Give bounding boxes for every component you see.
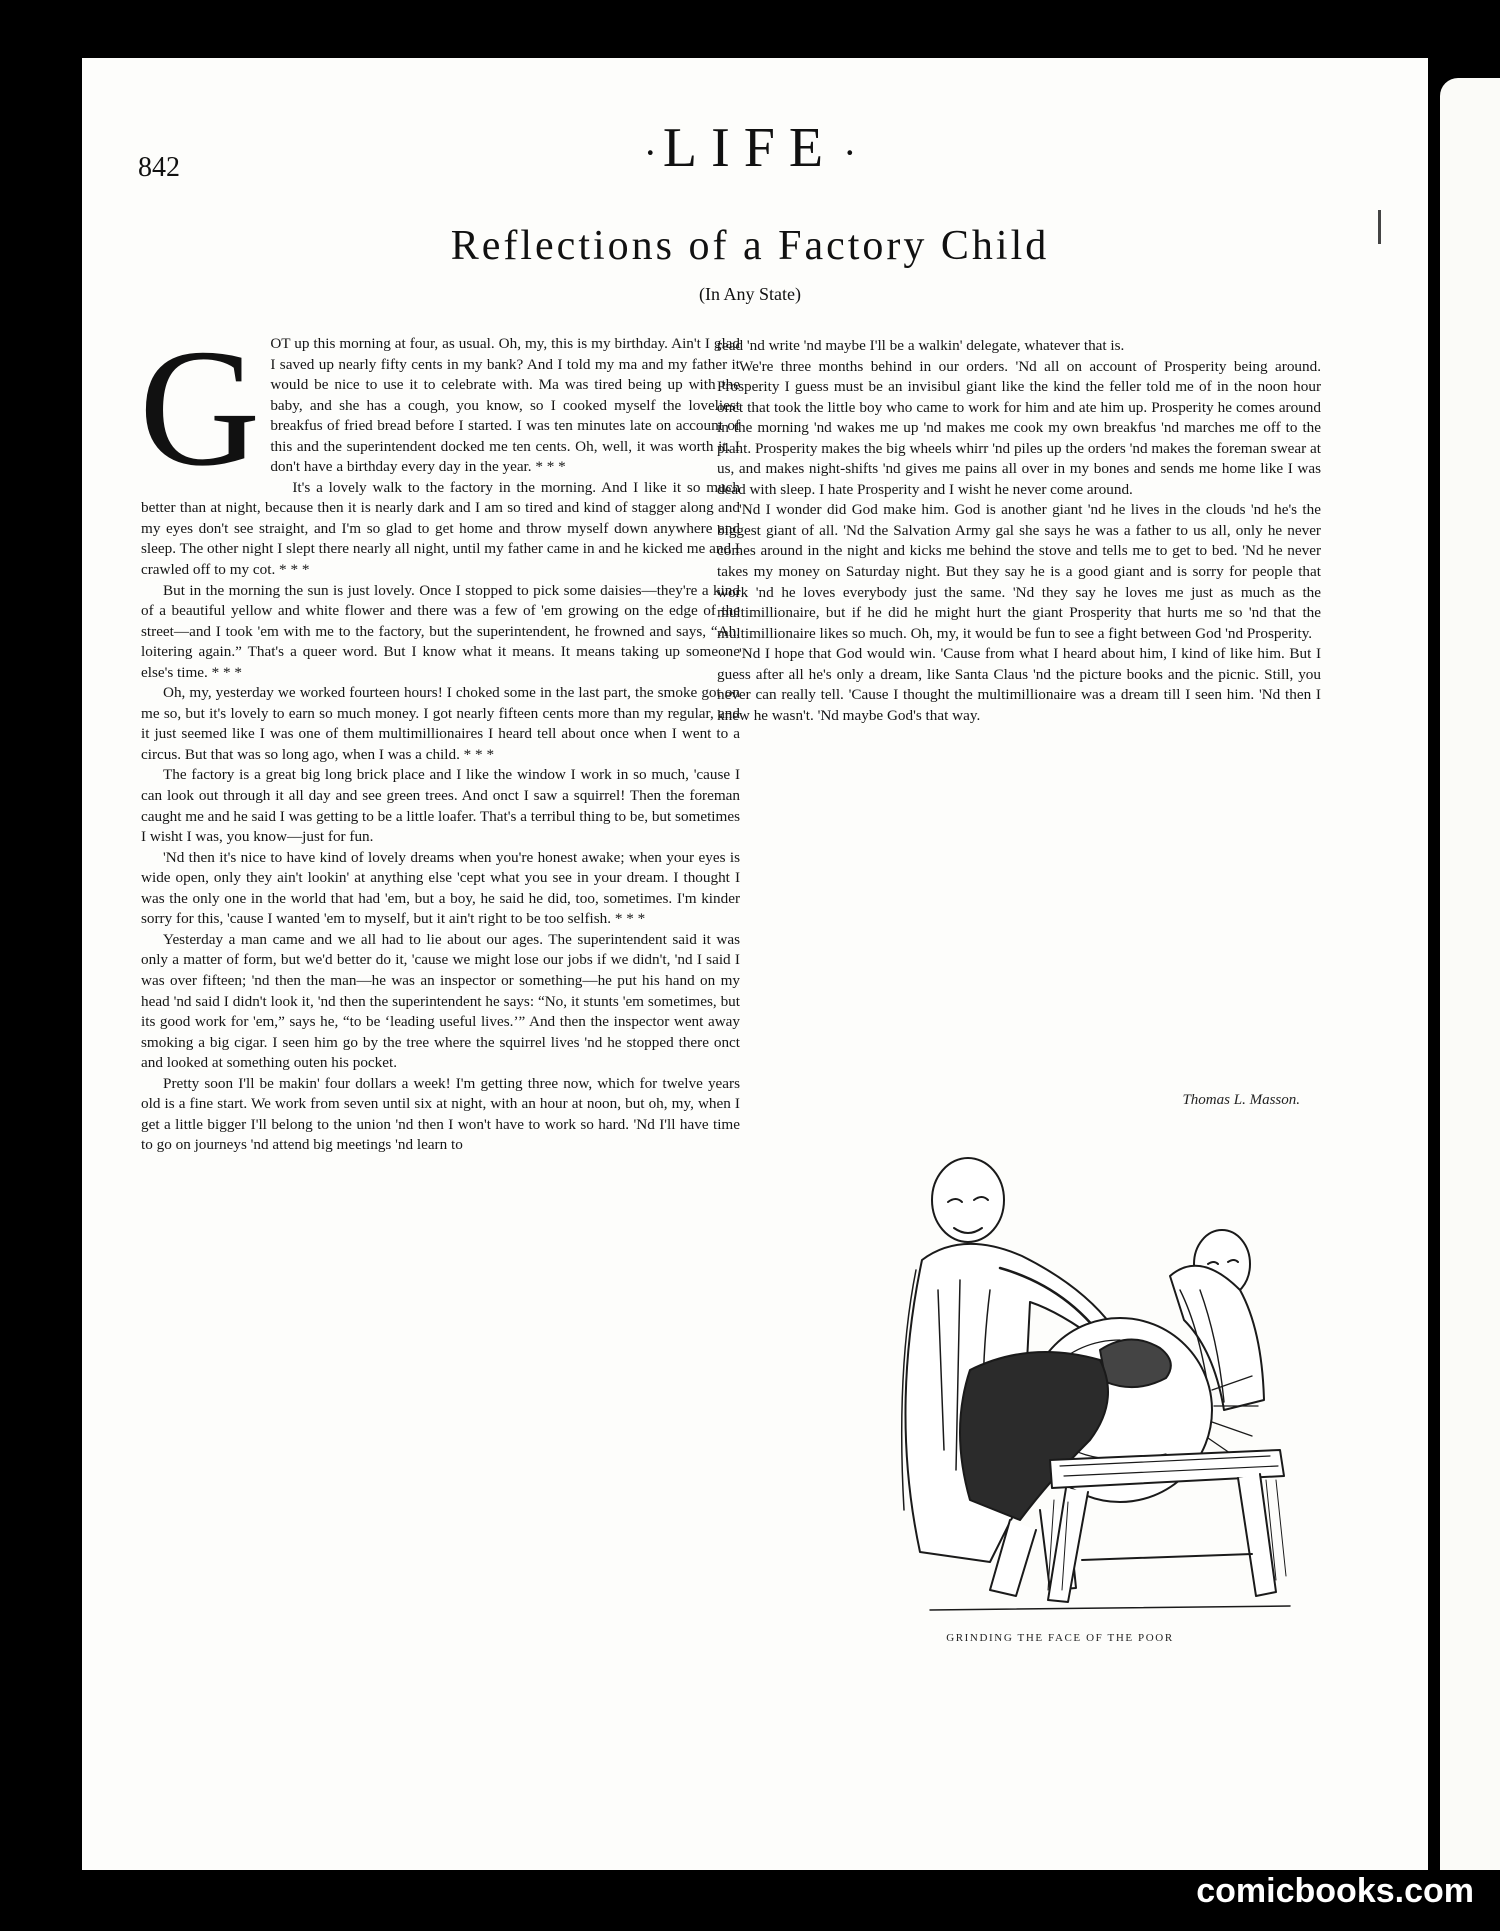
illustration-caption: GRINDING THE FACE OF THE POOR [946, 1632, 1174, 1644]
article-paragraph: The factory is a great big long brick place and I like the window I work in so much, 'cause I can look out through it all day and see green trees. And onct I saw a squirrel! Then the foreman caught me and he said I was getting to be a little loafer. That's a terribul thing to be, but sometimes I wisht I was, you know—just for fun. [141, 766, 740, 846]
article-subtitle: (In Any State) [699, 284, 801, 304]
adjacent-page-edge [1440, 78, 1500, 1870]
article-paragraph: It's a lovely walk to the factory in the morning. And I like it so much better than at night, because then it is nearly dark and I am so tired and kind of stagger along and my eyes don't see straight, and I'm so glad to get home and throw myself down anywhere and sleep. The other night I slept there nearly all night, until my father came in and he kicked me and I crawled off to my cot. * * * [141, 478, 740, 579]
masthead-title: LIFE [662, 117, 838, 179]
article-paragraph: But in the morning the sun is just lovely. Once I stopped to pick some daisies—they're a kind of a beautiful yellow and white flower and there was a few of 'em growing on the edge of the street—and I took 'em with me to the factory, but the superintendent, he frowned and says, “Ah, loitering again.” That's a queer word. But I know what it means. It means taking up someone else's time. * * * [141, 581, 740, 681]
article-paragraph: Pretty soon I'll be makin' four dollars a week! I'm getting three now, which for twelve years old is a fine start. We work from seven until six at night, with an hour at noon, but oh, my, when I get a little bigger I'll belong to the union 'nd then I won't have to work so hard. 'Nd I'll have time to go on journeys 'nd attend big meetings 'nd learn to [141, 1074, 740, 1154]
article-paragraph: Oh, my, yesterday we worked fourteen hours! I choked some in the last part, the smoke got on me so, but it's lovely to earn so much money. I got nearly fifteen cents more than my regular, and it just seemed like I was one of them multimillionaires I heard tell about once when I went to a circus. But that was so long ago, when I was a child. * * * [141, 684, 740, 763]
trough-legs [1048, 1474, 1276, 1602]
masthead-dot-left: · [643, 130, 657, 176]
article-column-left [139, 315, 740, 1156]
standing-man-head [932, 1158, 1004, 1242]
masthead [0, 117, 1500, 179]
article-paragraph: OT up this morning at four, as usual. Oh, my, this is my birthday. Ain't I glad I saved up nearly fifty cents in my bank? And I told my ma and my father it would be nice to use it to celebrate with. Ma was tired being up with the baby, and she has a cough, you know, so I cooked myself the loveliest breakfus of fried bread before I started. I was ten minutes late on account of this and the superintendent docked me ten cents. Oh, well, it was worth it. I don't have a birthday every day in the year. * * * [270, 335, 740, 476]
watermark: comicbooks.com [1196, 1872, 1474, 1910]
page-number: 842 [138, 152, 180, 183]
article-paragraph: 'Nd I wonder did God make him. God is another giant 'nd he lives in the clouds 'nd he's the biggest giant of all. 'Nd the Salvation Army gal she says he was a father to us all, only he never comes around in the night and kicks me behind the stove and tells me to get to bed. 'Nd he never takes my money on Saturday night. But they say he is a good giant and is sorry for people that work 'nd he loves everybody just the same. 'Nd they say he loves me just as much as the multimillionaire, but if he did he might hurt the giant Prosperity that hurts me so 'nd that the multimillionaire likes so much. Oh, my, it would be fun to see a fight between God 'nd Prosperity. [717, 501, 1321, 642]
article-paragraph: 'Nd I hope that God would win. 'Cause from what I heard about him, I kind of like him. But I guess after all he's only a dream, like Santa Claus 'nd the picture books and the picnic. Still, you never can really tell. 'Cause I thought the multimillionaire was a dream till I seen him. 'Nd then I knew he wasn't. 'Nd maybe God's that way. [717, 645, 1321, 724]
masthead-dot-right: · [843, 130, 857, 176]
drop-cap: G [139, 315, 261, 501]
article-paragraph: Yesterday a man came and we all had to lie about our ages. The superintendent said it was only a matter of form, but we'd better do it, 'cause we might lose our jobs if we didn't, 'nd I said I was over fifteen; 'nd then the man—he was an inspector or something—he put his hand on my head 'nd said I didn't look it, 'nd then the superintendent he says: “No, it stunts 'em sometimes, but its good work for 'em,” says he, “to be ‘leading useful lives.’” And then the inspector went away smoking a big cigar. I seen him go by the tree where the squirrel lives 'nd he stopped there onct and looked at something outen his pocket. [141, 930, 740, 1072]
cartoon-illustration [820, 1140, 1300, 1620]
article-column-right [717, 336, 1321, 726]
article-paragraph: read 'nd write 'nd maybe I'll be a walkin' delegate, whatever that is. [717, 337, 1125, 354]
author-signature: Thomas L. Masson. [1182, 1092, 1300, 1108]
article-paragraph: 'Nd then it's nice to have kind of lovely dreams when you're honest awake; when your eyes is wide open, only they ain't lookin' at anything else 'cept what you see in your dream. I thought I was the only one in the world that had 'em, but a boy, he said he did, too, sometimes. I'm kinder sorry for this, 'cause I wanted 'em to myself, but it ain't right to be too selfish. * * * [141, 848, 740, 928]
article-title: Reflections of a Factory Child [450, 223, 1050, 269]
article-paragraph: We're three months behind in our orders. 'Nd all on account of Prosperity being around. Prosperity I guess must be an invisibul giant like the kind the feller told me of in the noon hour onct that took the little boy who came to work for him and ate him up. Prosperity he comes around in the morning 'nd wakes me up 'nd makes me cook my own breakfus 'nd marches me off to the plant. Prosperity makes the big wheels whirr 'nd piles up the orders 'nd makes the foreman swear at us, and makes night-shifts 'nd gives me pains all over in my bones and sends me home like I was dead with sleep. I hate Prosperity and I wisht he never come around. [717, 357, 1321, 498]
ground-line [930, 1606, 1290, 1610]
